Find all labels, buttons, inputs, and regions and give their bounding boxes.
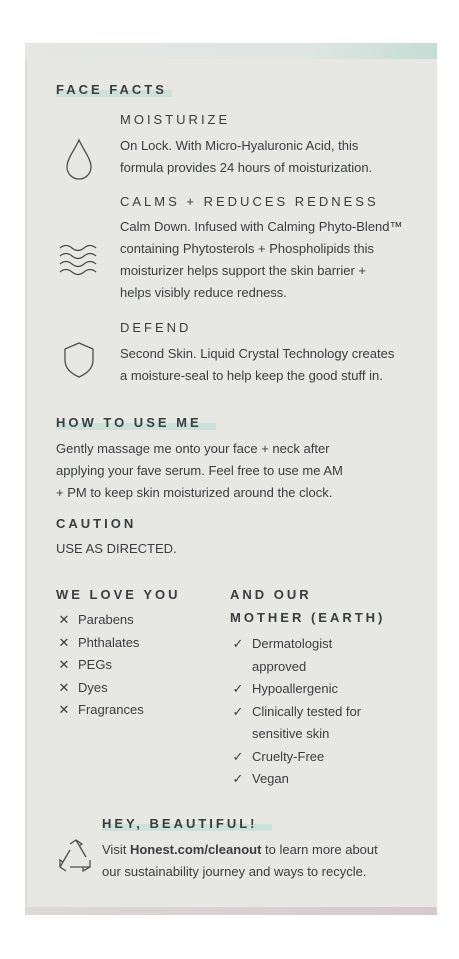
text-line: helps visibly reduce redness.	[120, 285, 287, 300]
list-item	[230, 633, 361, 656]
face-facts-heading: FACE FACTS	[56, 82, 167, 97]
text-segment: Visit	[102, 842, 130, 857]
list-item-label: Phthalates	[78, 634, 140, 650]
list-item	[56, 654, 144, 677]
cross-icon: ✕	[58, 634, 70, 650]
certifications-list	[230, 633, 361, 791]
text-line: formula provides 24 hours of moisturization.	[120, 160, 373, 175]
caution-text: USE AS DIRECTED.	[56, 541, 177, 556]
shield-icon	[62, 340, 96, 380]
list-item-label: sensitive skin	[252, 726, 330, 741]
check-icon: ✓	[232, 748, 244, 764]
list-item-label: Dermatologist	[252, 636, 333, 651]
text-line: On Lock. With Micro-Hyaluronic Acid, this	[120, 138, 359, 153]
list-item-label: PEGs	[78, 657, 112, 672]
list-item	[230, 701, 361, 724]
text-line: Second Skin. Liquid Crystal Technology creates	[120, 346, 395, 361]
text-line: moisturizer helps support the skin barrier +	[120, 263, 367, 278]
text-line: Gently massage me onto your face + neck after	[56, 441, 330, 456]
list-item-label: Clinically tested for	[252, 703, 362, 719]
and-our-heading: AND OUR	[230, 587, 312, 602]
text-line: a moisture-seal to help keep the good stuff in.	[120, 368, 383, 383]
text-line: Calm Down. Infused with Calming Phyto-Blend™	[120, 219, 403, 234]
cross-icon: ✕	[58, 702, 70, 717]
how-to-use-heading: HOW TO USE ME	[56, 415, 202, 430]
list-item	[230, 656, 361, 679]
package-top-edge	[25, 43, 437, 59]
list-item-label: Cruelty-Free	[252, 748, 325, 764]
list-item-label: Dyes	[78, 679, 108, 695]
list-item-label: Parabens	[78, 612, 134, 627]
text-line: containing Phytosterols + Phospholipids this	[120, 241, 375, 256]
text-segment: to learn more about	[261, 842, 378, 857]
recycle-text	[102, 839, 378, 883]
list-item	[56, 609, 144, 632]
list-item-label: Hypoallergenic	[252, 681, 338, 696]
check-icon: ✓	[232, 636, 244, 651]
text-line: our sustainability journey and ways to recycle.	[102, 864, 367, 879]
we-love-you-heading: WE LOVE YOU	[56, 587, 181, 602]
cleanout-link[interactable]: Honest.com/cleanout	[129, 842, 262, 857]
text-line	[102, 839, 378, 861]
package-bottom-edge	[25, 907, 437, 915]
list-item-label: approved	[252, 658, 307, 674]
check-icon: ✓	[232, 703, 244, 719]
list-item-label: Fragrances	[78, 702, 144, 717]
cross-icon: ✕	[58, 679, 70, 695]
calms-text	[120, 216, 403, 304]
recycle-icon	[56, 838, 96, 876]
cross-icon: ✕	[58, 657, 70, 672]
text-line: applying your fave serum. Feel free to use me AM	[56, 463, 343, 478]
list-item	[230, 678, 361, 701]
list-item	[56, 699, 144, 722]
cross-icon: ✕	[58, 612, 70, 627]
text-line: + PM to keep skin moisturized around the clock.	[56, 485, 333, 500]
mother-earth-heading: MOTHER (EARTH)	[230, 610, 386, 625]
moisturize-text	[120, 135, 372, 179]
waves-icon	[58, 242, 100, 276]
list-item	[230, 746, 361, 769]
check-icon: ✓	[232, 771, 244, 786]
list-item	[230, 723, 361, 746]
list-item	[56, 677, 144, 700]
defend-title: DEFEND	[120, 320, 192, 335]
droplet-icon	[64, 137, 94, 181]
moisturize-title: MOISTURIZE	[120, 112, 231, 127]
caution-heading: CAUTION	[56, 516, 137, 531]
check-icon: ✓	[232, 681, 244, 696]
how-to-use-text	[56, 438, 343, 504]
excluded-ingredients-list	[56, 609, 144, 722]
hey-beautiful-heading: HEY, BEAUTIFUL!	[102, 816, 258, 831]
defend-text	[120, 343, 394, 387]
calms-title: CALMS + REDUCES REDNESS	[120, 194, 379, 209]
list-item	[230, 768, 361, 791]
list-item	[56, 632, 144, 655]
list-item-label: Vegan	[252, 771, 289, 786]
